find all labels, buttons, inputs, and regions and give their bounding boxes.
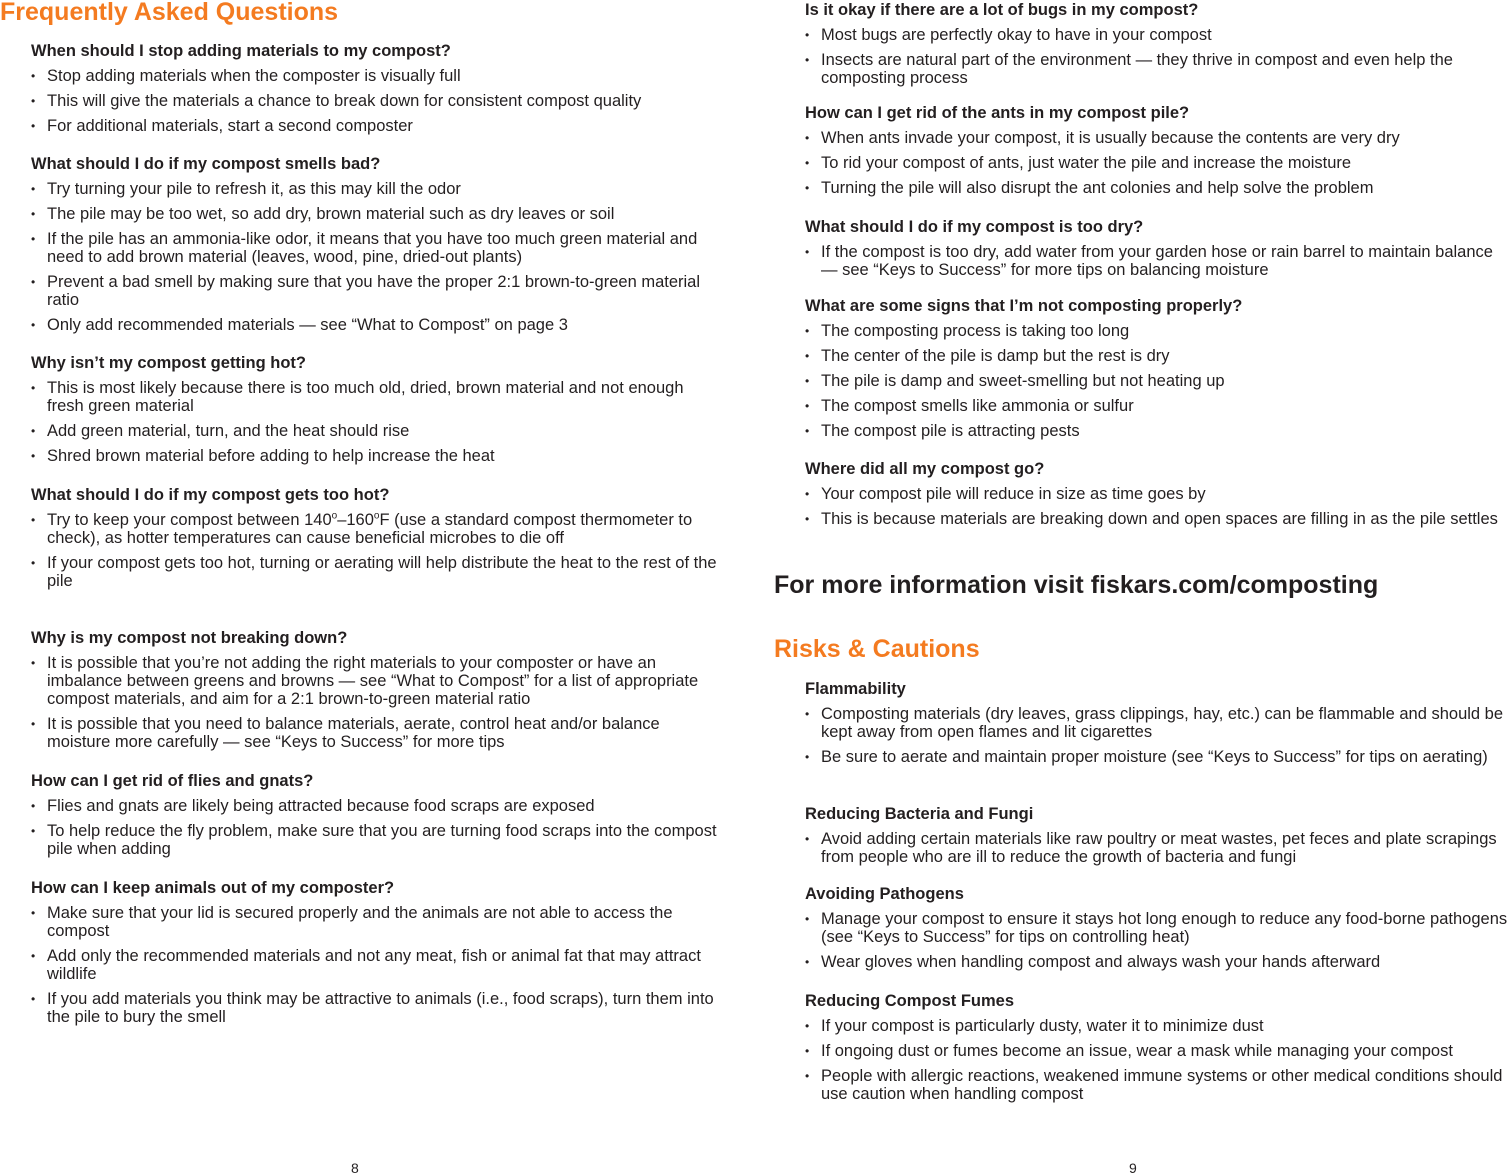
bullet-list xyxy=(805,129,1510,197)
bullet-text: The pile may be too wet, so add dry, brown material such as dry leaves or soil xyxy=(47,205,615,223)
bullet-text: People with allergic reactions, weakened immune systems or other medical conditions should use caution when handling compost xyxy=(821,1067,1503,1103)
bullet-icon: • xyxy=(805,245,810,259)
bullet-list xyxy=(805,830,1510,866)
bullet-list xyxy=(31,180,721,334)
bullet-item xyxy=(805,1042,1510,1060)
bullet-text: Only add recommended materials — see “What to Compost” on page 3 xyxy=(47,316,568,334)
bullet-icon: • xyxy=(31,717,36,731)
bullet-item xyxy=(805,830,1510,866)
bullet-text: Most bugs are perfectly okay to have in your compost xyxy=(821,26,1212,44)
faq-item xyxy=(31,628,721,758)
faq-item xyxy=(805,459,1510,535)
bullet-icon: • xyxy=(805,374,810,388)
bullet-icon: • xyxy=(31,207,36,221)
bullet-icon: • xyxy=(805,324,810,338)
bullet-text-part: Try to keep your compost between 140 xyxy=(47,511,332,529)
bullet-text: Prevent a bad smell by making sure that you have the proper 2:1 brown-to-green material ratio xyxy=(47,273,701,309)
bullet-icon: • xyxy=(805,955,810,969)
faq-question: Reducing Bacteria and Fungi xyxy=(805,805,1034,823)
faq-question: Avoiding Pathogens xyxy=(805,885,964,903)
bullet-text xyxy=(47,511,692,547)
page-number: 8 xyxy=(351,1160,359,1176)
bullet-item xyxy=(805,179,1510,197)
bullet-icon: • xyxy=(805,349,810,363)
bullet-text: The pile is damp and sweet-smelling but not heating up xyxy=(821,372,1225,390)
bullet-item xyxy=(805,422,1510,440)
faq-question: Flammability xyxy=(805,680,906,698)
bullet-icon: • xyxy=(31,992,36,1006)
faq-question: Is it okay if there are a lot of bugs in my compost? xyxy=(805,1,1199,19)
bullet-item xyxy=(805,705,1510,741)
faq-question: What should I do if my compost is too dry? xyxy=(805,218,1144,236)
bullet-item xyxy=(31,715,721,751)
bullet-item xyxy=(31,904,721,940)
faq-title: Frequently Asked Questions xyxy=(0,0,339,26)
faq-question: When should I stop adding materials to my compost? xyxy=(31,42,451,60)
faq-question: What should I do if my compost gets too hot? xyxy=(31,486,390,504)
risks-title: Risks & Cautions xyxy=(774,635,980,663)
bullet-text: Make sure that your lid is secured properly and the animals are not able to access the compost xyxy=(47,904,673,940)
faq-item xyxy=(31,154,721,341)
bullet-icon: • xyxy=(805,1069,810,1083)
faq-item xyxy=(31,41,721,142)
bullet-icon: • xyxy=(805,424,810,438)
more-info-line: For more information visit fiskars.com/composting xyxy=(774,571,1379,599)
bullet-item xyxy=(31,230,721,266)
faq-question: What are some signs that I’m not composting properly? xyxy=(805,297,1243,315)
bullet-text: The composting process is taking too long xyxy=(821,322,1130,340)
bullet-icon: • xyxy=(805,156,810,170)
bullet-icon: • xyxy=(31,824,36,838)
bullet-icon: • xyxy=(805,53,810,67)
bullet-item xyxy=(31,117,721,135)
bullet-text: Add green material, turn, and the heat should rise xyxy=(47,422,410,440)
bullet-icon: • xyxy=(31,318,36,332)
bullet-item xyxy=(805,154,1510,172)
bullet-icon: • xyxy=(31,119,36,133)
bullet-list xyxy=(805,910,1510,971)
bullet-icon: • xyxy=(31,69,36,83)
bullet-text: Composting materials (dry leaves, grass clippings, hay, etc.) can be flammable and should be kept away from open flames and lit cigarettes xyxy=(821,705,1504,741)
bullet-text: Insects are natural part of the environment — they thrive in compost and even help the composting process xyxy=(821,51,1453,87)
faq-item xyxy=(805,296,1510,447)
bullet-list xyxy=(805,485,1510,528)
bullet-icon: • xyxy=(31,424,36,438)
faq-question: Where did all my compost go? xyxy=(805,460,1045,478)
bullet-item xyxy=(805,748,1510,766)
faq-item xyxy=(31,878,721,1033)
faq-question: What should I do if my compost smells bad? xyxy=(31,155,381,173)
bullet-text: If your compost gets too hot, turning or aerating will help distribute the heat to the rest of the pile xyxy=(47,554,717,590)
bullet-item xyxy=(31,422,721,440)
bullet-text: This is most likely because there is too much old, dried, brown material and not enough fresh green material xyxy=(47,379,684,415)
bullet-icon: • xyxy=(805,1044,810,1058)
faq-item xyxy=(31,771,721,865)
bullet-text: Be sure to aerate and maintain proper moisture (see “Keys to Success” for tips on aerating) xyxy=(821,748,1488,766)
bullet-icon: • xyxy=(31,182,36,196)
faq-question: How can I get rid of flies and gnats? xyxy=(31,772,314,790)
faq-item xyxy=(31,485,721,597)
bullet-text: To rid your compost of ants, just water the pile and increase the moisture xyxy=(821,154,1352,172)
faq-question: How can I get rid of the ants in my compost pile? xyxy=(805,104,1190,122)
bullet-text: The compost smells like ammonia or sulfur xyxy=(821,397,1134,415)
bullet-item xyxy=(805,51,1510,87)
faq-item xyxy=(805,217,1510,286)
bullet-icon: • xyxy=(31,275,36,289)
bullet-icon: • xyxy=(805,131,810,145)
bullet-item xyxy=(805,510,1510,528)
bullet-list xyxy=(31,67,721,135)
bullet-list xyxy=(31,654,721,751)
bullet-item xyxy=(31,67,721,85)
bullet-icon: • xyxy=(31,799,36,813)
degree-symbol: o xyxy=(373,510,380,522)
bullet-item xyxy=(31,92,721,110)
bullet-text: Your compost pile will reduce in size as time goes by xyxy=(821,485,1206,503)
bullet-item xyxy=(31,554,721,590)
bullet-text-part: F (use a standard compost thermometer to check), as hotter temperatures can cause beneficial microbes to die off xyxy=(47,511,693,547)
faq-item xyxy=(805,884,1510,978)
bullet-list xyxy=(805,26,1510,87)
bullet-text: Turning the pile will also disrupt the ant colonies and help solve the problem xyxy=(821,179,1374,197)
bullet-text: The compost pile is attracting pests xyxy=(821,422,1080,440)
bullet-item xyxy=(805,485,1510,503)
bullet-icon: • xyxy=(31,513,36,527)
faq-question: Why is my compost not breaking down? xyxy=(31,629,348,647)
bullet-item xyxy=(31,511,721,547)
bullet-text: The center of the pile is damp but the rest is dry xyxy=(821,347,1170,365)
bullet-text: If you add materials you think may be attractive to animals (i.e., food scraps), turn them into the pile to bury the smell xyxy=(47,990,714,1026)
bullet-item xyxy=(31,797,721,815)
bullet-item xyxy=(805,26,1510,44)
bullet-text: If the compost is too dry, add water from your garden hose or rain barrel to maintain balance — see “Keys to Success” for more tips on balancing moisture xyxy=(821,243,1493,279)
page-number: 9 xyxy=(1129,1160,1137,1176)
bullet-list xyxy=(805,1017,1510,1103)
bullet-icon: • xyxy=(31,906,36,920)
bullet-icon: • xyxy=(31,449,36,463)
bullet-icon: • xyxy=(805,912,810,926)
bullet-list xyxy=(31,797,721,858)
bullet-item xyxy=(805,243,1510,279)
bullet-item xyxy=(805,129,1510,147)
faq-item xyxy=(805,103,1510,204)
bullet-item xyxy=(31,379,721,415)
faq-question: Reducing Compost Fumes xyxy=(805,992,1015,1010)
bullet-icon: • xyxy=(31,232,36,246)
bullet-text: To help reduce the fly problem, make sure that you are turning food scraps into the compost pile when adding xyxy=(47,822,717,858)
bullet-list xyxy=(31,904,721,1026)
faq-question: How can I keep animals out of my composter? xyxy=(31,879,395,897)
bullet-icon: • xyxy=(31,381,36,395)
bullet-text: Avoid adding certain materials like raw poultry or meat wastes, pet feces and plate scrapings from people who are ill to reduce the growth of bacteria and fungi xyxy=(821,830,1497,866)
bullet-item xyxy=(805,1017,1510,1035)
bullet-list xyxy=(805,243,1510,279)
bullet-icon: • xyxy=(805,487,810,501)
bullet-item xyxy=(31,947,721,983)
faq-item xyxy=(805,679,1510,773)
bullet-icon: • xyxy=(805,750,810,764)
faq-item xyxy=(805,991,1510,1110)
bullet-item xyxy=(805,953,1510,971)
bullet-text: When ants invade your compost, it is usually because the contents are very dry xyxy=(821,129,1400,147)
bullet-list xyxy=(805,705,1510,766)
faq-question: Why isn’t my compost getting hot? xyxy=(31,354,306,372)
bullet-item xyxy=(805,910,1510,946)
bullet-list xyxy=(31,511,721,590)
bullet-item xyxy=(31,205,721,223)
bullet-icon: • xyxy=(31,556,36,570)
bullet-list xyxy=(31,379,721,465)
bullet-text: If your compost is particularly dusty, water it to minimize dust xyxy=(821,1017,1264,1035)
bullet-icon: • xyxy=(805,181,810,195)
faq-item xyxy=(805,0,1510,94)
bullet-item xyxy=(805,397,1510,415)
bullet-item xyxy=(31,180,721,198)
bullet-icon: • xyxy=(31,94,36,108)
bullet-icon: • xyxy=(805,832,810,846)
bullet-text: Manage your compost to ensure it stays hot long enough to reduce any food-borne pathogens (see “Keys to Success” for tips on controlling heat) xyxy=(821,910,1508,946)
bullet-text: This will give the materials a chance to break down for consistent compost quality xyxy=(47,92,642,110)
bullet-text: It is possible that you’re not adding the right materials to your composter or have an imbalance between greens and browns — see “What to Compost” for a list of appropriate compost materials, and aim for a 2:1 brown-to-green material ratio xyxy=(47,654,699,708)
bullet-text: It is possible that you need to balance materials, aerate, control heat and/or balance moisture more carefully — see “Keys to Success” for more tips xyxy=(47,715,660,751)
bullet-item xyxy=(805,347,1510,365)
bullet-text: Try turning your pile to refresh it, as this may kill the odor xyxy=(47,180,461,198)
bullet-text: If ongoing dust or fumes become an issue, wear a mask while managing your compost xyxy=(821,1042,1453,1060)
bullet-icon: • xyxy=(805,399,810,413)
bullet-text: For additional materials, start a second composter xyxy=(47,117,413,135)
degree-symbol: o xyxy=(331,510,338,522)
bullet-text-part: –160 xyxy=(337,511,374,529)
bullet-item xyxy=(31,654,721,708)
bullet-text: If the pile has an ammonia-like odor, it means that you have too much green material and need to add brown material (leaves, wood, pine, dried-out plants) xyxy=(47,230,698,266)
bullet-text: Stop adding materials when the composter is visually full xyxy=(47,67,461,85)
bullet-item xyxy=(31,316,721,334)
bullet-icon: • xyxy=(805,707,810,721)
bullet-item xyxy=(31,447,721,465)
bullet-item xyxy=(805,322,1510,340)
bullet-icon: • xyxy=(31,656,36,670)
faq-item xyxy=(805,804,1510,873)
right-page xyxy=(755,0,1510,1176)
bullet-text: This is because materials are breaking down and open spaces are filling in as the pile settles xyxy=(821,510,1498,528)
bullet-list xyxy=(805,322,1510,440)
bullet-item xyxy=(805,1067,1510,1103)
bullet-item xyxy=(31,822,721,858)
bullet-item xyxy=(31,990,721,1026)
bullet-text: Add only the recommended materials and not any meat, fish or animal fat that may attract wildlife xyxy=(47,947,701,983)
bullet-icon: • xyxy=(805,1019,810,1033)
faq-item xyxy=(31,353,721,472)
bullet-text: Shred brown material before adding to help increase the heat xyxy=(47,447,495,465)
bullet-text: Wear gloves when handling compost and always wash your hands afterward xyxy=(821,953,1381,971)
bullet-item xyxy=(31,273,721,309)
bullet-icon: • xyxy=(805,512,810,526)
bullet-text: Flies and gnats are likely being attracted because food scraps are exposed xyxy=(47,797,595,815)
bullet-icon: • xyxy=(805,28,810,42)
bullet-icon: • xyxy=(31,949,36,963)
bullet-item xyxy=(805,372,1510,390)
